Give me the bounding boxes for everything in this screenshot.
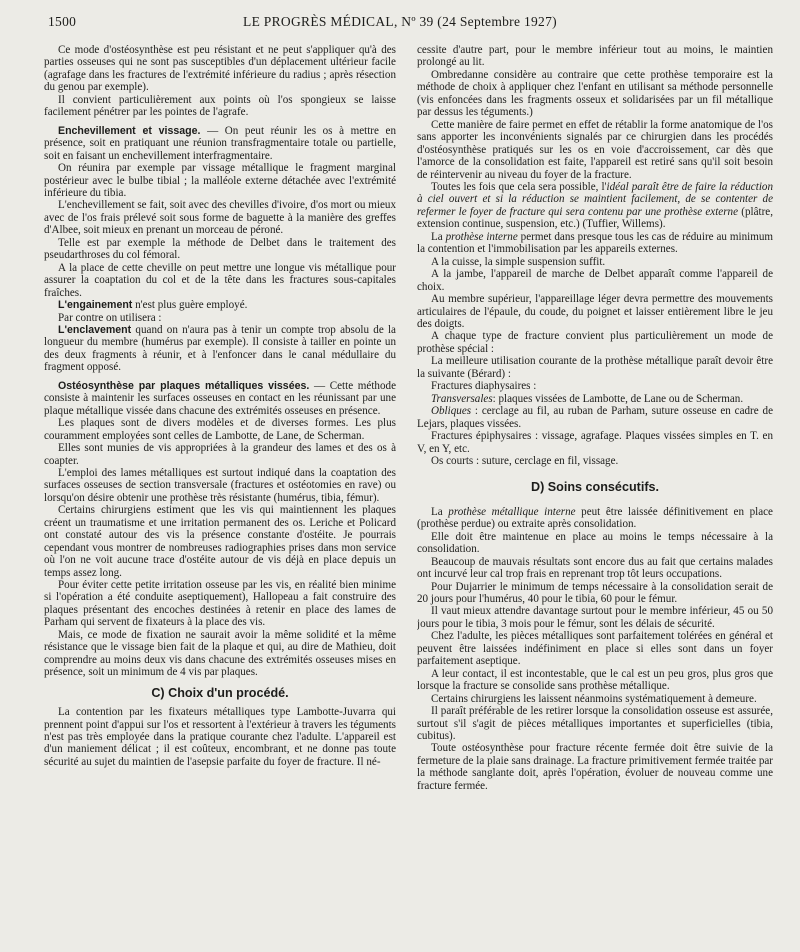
subheading-engainement: L'engainement [58, 299, 133, 312]
paragraph: Fractures diaphysaires : [431, 380, 537, 393]
paragraph: Elles sont munies de vis appropriées à la grandeur des lames et des os à coapter. [44, 442, 396, 467]
italic-text: Obliques [431, 405, 472, 418]
paragraph: Mais, ce mode de fixation ne saurait avoir la même solidité et la même résistance que le vissage bien fait de la plaque et qui, au dire de Mathieu, doit comprendre au moins deux vis dans chacune des extrémités osseuses mises en présence, soit un minimum de 4 vis par plaques. [44, 628, 396, 679]
paragraph: Ombredanne considère au contraire que cette prothèse temporaire est la méthode de choix à appliquer chez l'enfant en utilisant sa méthode personnelle (vis enfoncées dans les fragments osseux et solidarisées par un fil métallique par dessus les téguments.) [417, 68, 773, 119]
paragraph: Enchevillement et vissage. — On peut réunir les os à mettre en présence, soit en pratiquant une réunion transfragmentaire totale ou partielle, soit en faisant un enchevillement interfragmentaire. [44, 124, 396, 162]
paragraph: Obliques : cerclage au fil, au ruban de Parham, suture osseuse en cadre de Lejars, plaques vissées. [417, 405, 773, 430]
paragraph: Il paraît préférable de les retirer lorsque la consolidation osseuse est assurée, surtout s'il s'agit de pièces métalliques importantes et superficielles (tibia, cubitus). [417, 705, 773, 743]
italic-text: prothèse métallique interne [448, 505, 576, 518]
section-heading-d: D) Soins consécutifs. [530, 480, 660, 495]
paragraph: Chez l'adulte, les pièces métalliques sont parfaitement tolérées en général et peuvent être laissées indéfiniment en place si elles sont dans un foyer parfaitement aseptique. [417, 630, 773, 668]
subheading-plaques: Ostéosynthèse par plaques métalliques vissées. [58, 379, 310, 392]
paragraph: Il convient particulièrement aux points où l'os spongieux se laisse facilement pénétrer par les pointes de l'agrafe. [44, 93, 396, 119]
running-header [48, 12, 752, 34]
paragraph: Toutes les fois que cela sera possible, l'idéal paraît être de faire la réduction à ciel ouvert et si la réduction se maintient facilement, de se contenter de refermer le foyer de fracture qui sera contenu par une prothèse externe (plâtre, extension continue, suspension, etc.) (Tuffier, Willems). [417, 180, 773, 231]
paragraph: La prothèse interne permet dans presque tous les cas de réduire au minimum la contention et l'immobilisation par les appareils externes. [417, 230, 773, 256]
page-number: 1500 [48, 14, 77, 29]
paragraph: A leur contact, il est incontestable, que le cal est un peu gros, plus gros que lorsque la fracture se consolide sans prothèse métallique. [417, 667, 773, 693]
paragraph: Telle est par exemple la méthode de Delbet dans le traitement des pseudarthroses du col fémoral. [44, 236, 396, 262]
italic-text: prothèse interne [445, 230, 518, 243]
paragraph: Ce mode d'ostéosynthèse est peu résistant et ne peut s'appliquer qu'à des parties osseuses qui ne sont pas susceptibles d'un déplacement ultérieur facile (agrafage dans les fractures de l'extrémité inférieure du radius ; après résection du genou par exemple). [44, 44, 396, 94]
paragraph: A la place de cette cheville on peut mettre une longue vis métallique pour assurer la coaptation du col et de la tête dans les fractures sous-capitales fraîches. [44, 261, 396, 299]
paragraph: Certains chirurgiens les laissent néanmoins systématiquement à demeure. [431, 692, 757, 705]
paragraph: L'engainement n'est plus guère employé. [58, 299, 248, 312]
paragraph: Elle doit être maintenue en place au moins le temps nécessaire à la consolidation. [417, 530, 773, 556]
paragraph: L'emploi des lames métalliques est surtout indiqué dans la coaptation des surfaces osseuses de section transversale (fractures et ostéotomies en rave) ou lorsqu'on désire obtenir une prothèse très résistante (humérus, tibia, fémur). [44, 466, 396, 504]
paragraph: Pour Dujarrier le minimum de temps nécessaire à la consolidation serait de 20 jours pour l'humérus, 40 pour le tibia, 60 pour le fémur. [417, 580, 773, 606]
italic-text: Transversales [431, 392, 493, 405]
paragraph: Par contre on utilisera : [58, 311, 162, 324]
paragraph: La meilleure utilisation courante de la prothèse métallique paraît devoir être la suivante (Bérard) : [417, 355, 773, 380]
paragraph: A la jambe, l'appareil de marche de Delbet apparaît comme l'appareil de choix. [417, 268, 773, 293]
paragraph: On réunira par exemple par vissage métallique le fragment marginal postérieur avec le bulbe tibial ; la malléole externe détachée avec l'extrémité inférieure du tibia. [44, 162, 396, 199]
paragraph: Il vaut mieux attendre davantage surtout pour le membre inférieur, 45 ou 50 jours pour le tibia, 3 mois pour le fémur, sont les délais de sécurité. [417, 605, 773, 630]
paragraph: Pour éviter cette petite irritation osseuse par les vis, en réalité bien minime si l'opération a été conduite aseptiquement), Hallopeau a fait construire des plaques présentant des encoches destinées à retenir en place des lames de Parham qui servent de fixateurs à la place des vis. [44, 579, 396, 629]
paragraph: A la cuisse, la simple suspension suffit. [431, 255, 606, 268]
paragraph: Au membre supérieur, l'appareillage léger devra permettre des mouvements articulaires de l'épaule, du coude, du poignet et laisser entièrement libre le jeu des doigts. [417, 293, 773, 330]
paragraph: Fractures épiphysaires : vissage, agrafage. Plaques vissées simples en T. en V, en Y, etc. [417, 430, 773, 455]
paragraph: A chaque type de fracture convient plus particulièrement un mode de prothèse spécial : [417, 330, 773, 355]
paragraph: L'enclavement quand on n'aura pas à tenir un compte trop absolu de la longueur du membre (humérus par exemple). Il consiste à tailler en pointe un des deux fragments à réunir, et à l'enfoncer dans le canal médullaire du fragment opposé. [44, 323, 396, 374]
paragraph: Toute ostéosynthèse pour fracture récente fermée doit être suivie de la fermeture de la plaie sans drainage. La fracture primitivement fermée traitée par la méthode sanglante doit, après l'opération, évoluer de nouveau comme une fracture fermée. [417, 742, 773, 792]
subheading-enchevillement: Enchevillement et vissage. [58, 124, 201, 137]
subheading-enclavement: L'enclavement [58, 323, 132, 336]
paragraph: Os courts : suture, cerclage en fil, vissage. [431, 454, 619, 467]
section-heading-c: C) Choix d'un procédé. [151, 685, 289, 700]
paragraph: L'enchevillement se fait, soit avec des chevilles d'ivoire, d'os mort ou mieux avec de l'os frais prélevé soit sous forme de baguette à la manière des greffes d'Albee, soit mieux en prenant un morceau de péroné. [44, 199, 396, 237]
italic-text: idéal paraît être de faire la réduction à ciel ouvert et si la réduction se maintient facilement, de se contenter de refermer le foyer de fracture qui sera contenu par une prothèse externe [417, 180, 773, 218]
right-column [417, 44, 773, 944]
paragraph: La prothèse métallique interne peut être laissée définitivement en place (prothèse perdue) ou extraite après consolidation. [417, 505, 773, 531]
paragraph: cessite d'autre part, pour le membre inférieur tout au moins, le maintien prolongé au lit. [417, 44, 773, 69]
running-title: LE PROGRÈS MÉDICAL, Nº 39 (24 Septembre 1927) [243, 14, 557, 29]
paragraph: Transversales: plaques vissées de Lambotte, de Lane ou de Scherman. [431, 392, 744, 405]
paragraph: Les plaques sont de divers modèles et de diverses formes. Les plus couramment employées sont celles de Lambotte, de Lane, de Scherman. [44, 417, 396, 442]
paragraph: Certains chirurgiens estiment que les vis qui maintiennent les plaques créent un traumatisme et une irritation permanent des os. Leriche et Policard ont constaté autour des vis la présence constante d'ostéite. Je pourrais cependant vous montrer de nombreuses radiographies prises dans mon service où l'on ne voit aucune trace d'ostéite autour de vis déjà en place depuis un temps assez long. [44, 504, 396, 579]
left-column [44, 44, 396, 944]
paragraph: Beaucoup de mauvais résultats sont encore dus au fait que certains malades ont incurvé leur cal trop frais en reprenant trop tôt leurs occupations. [417, 555, 773, 581]
paragraph: Cette manière de faire permet en effet de rétablir la forme anatomique de l'os sans apporter les inconvénients signalés par ce chirurgien dans les procédés d'ostéosynthèse pratiqués sur les os en voie d'accroissement, car dès que l'amorce de la consolidation est faite, l'appareil est retiré sans qu'il soit besoin de réintervenir au niveau du foyer de la fracture. [417, 118, 773, 181]
paragraph: La contention par les fixateurs métalliques type Lambotte-Juvarra qui prennent point d'appui sur l'os et ressortent à l'extérieur à travers les téguments n'est pas très employée dans la pratique courante chez l'adulte. L'appareil est d'un maniement délicat ; il est coûteux, encombrant, et ne donne pas toute sécurité au sujet du maintien de l'asepsie parfaite du foyer de fracture. Il né- [44, 706, 396, 768]
paragraph: Ostéosynthèse par plaques métalliques vissées. — Cette méthode consiste à maintenir les surfaces osseuses en contact en les réunissant par une plaque métallique vissée dans chacune des extrémités osseuses en présence. [44, 379, 396, 417]
